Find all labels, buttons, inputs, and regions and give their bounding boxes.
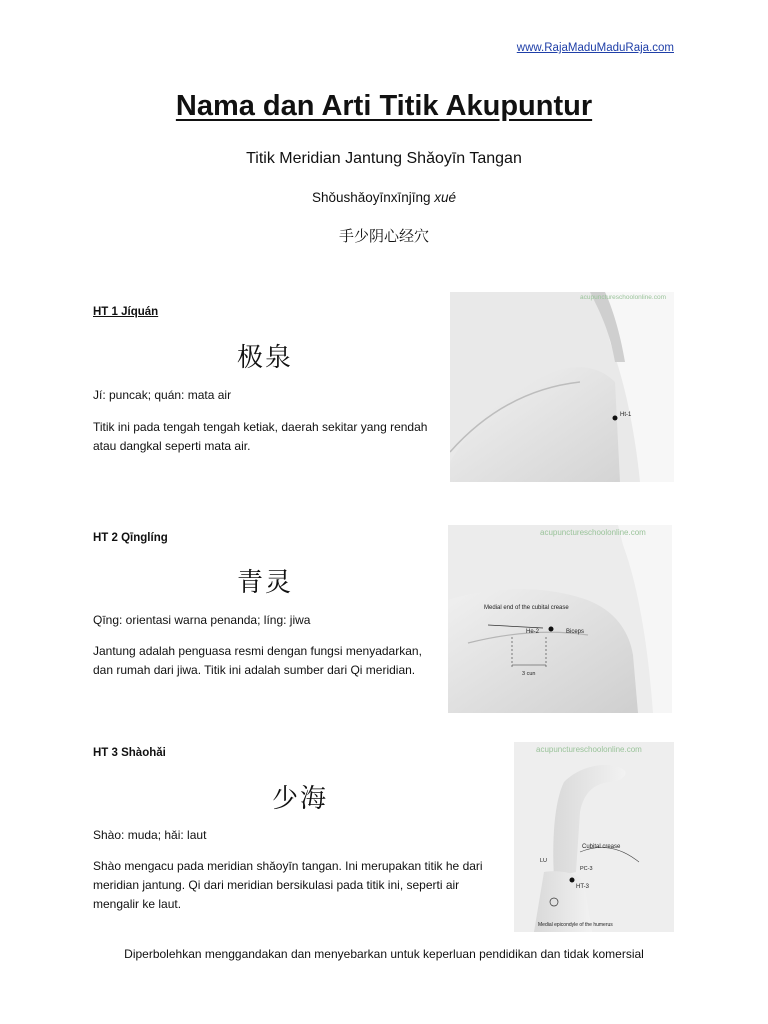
page-title: Nama dan Arti Titik Akupuntur — [175, 90, 593, 122]
ht3-description: Shào mengacu pada meridian shǎoyīn tangan. Ini merupakan titik he dari meridian jantung. Qi dari meridian bersikulasi pada titik ini, seperti air mengalir ke laut. — [93, 859, 483, 911]
ht3-point-label: HT-3 — [576, 884, 590, 890]
ht1-point-label: Ht-1 — [620, 412, 632, 418]
ht1-point-marker — [613, 416, 618, 421]
ht3-figure — [514, 742, 674, 932]
ht3-pc-label: PC-3 — [580, 866, 593, 872]
pinyin-title — [0, 190, 768, 205]
ht1-hanzi: 极泉 — [237, 343, 294, 373]
ht3-hanzi: 少海 — [272, 784, 329, 814]
ht1-description: Titik ini pada tengah tengah ketiak, daerah sekitar yang rendah atau dangkal seperti mata air. — [93, 420, 428, 453]
pinyin-italic: xué — [434, 190, 457, 205]
ht2-meaning: Qīng: orientasi warna penanda; líng: jiwa — [93, 613, 311, 627]
ht3-lu-label: LU — [540, 858, 548, 864]
ht2-heading: HT 2 Qīnglíng — [93, 532, 168, 544]
ht2-arm-illustration — [448, 525, 672, 713]
ht1-meaning: Jí: puncak; quán: mata air — [93, 388, 232, 402]
ht2-point-marker — [549, 627, 554, 632]
ht1-heading: HT 1 Jíquán — [93, 306, 159, 318]
website-link[interactable]: www.RajaMaduMaduRaja.com — [516, 42, 674, 54]
pinyin-regular: Shǒushǎoyīnxīnjīng — [311, 190, 435, 205]
ht3-epicondyle-label: Medial epicondyle of the humerus — [538, 922, 613, 928]
ht2-description: Jantung adalah penguasa resmi dengan fungsi menyadarkan, dan rumah dari jiwa. Titik ini adalah sumber dari Qi meridian. — [93, 644, 422, 677]
ht2-hanzi: 青灵 — [237, 568, 294, 598]
page-subtitle: Titik Meridian Jantung Shǎoyīn Tangan — [246, 150, 522, 167]
ht3-heading: HT 3 Shàohǎi — [93, 747, 166, 759]
ht1-figure — [450, 292, 674, 482]
ht3-crease-label: Cubital crease — [582, 844, 621, 850]
ht2-point-label: He-2 — [526, 629, 540, 635]
ht3-watermark: acupunctureschoolonline.com — [536, 745, 642, 754]
ht2-crease-label: Medial end of the cubital crease — [484, 605, 569, 611]
chinese-title: 手少阴心经穴 — [338, 227, 429, 245]
ht2-figure — [448, 525, 672, 713]
footer-note: Diperbolehkan menggandakan dan menyebarkan untuk keperluan pendidikan dan tidak komersial — [124, 947, 644, 961]
ht3-meaning: Shào: muda; hǎi: laut — [93, 828, 207, 842]
ht3-arm-illustration — [514, 742, 674, 932]
ht2-muscle-label: Biceps — [566, 629, 585, 635]
ht2-watermark: acupunctureschoolonline.com — [540, 528, 646, 537]
ht2-measure-label: 3 cun — [522, 671, 536, 677]
ht1-arm-illustration — [450, 292, 674, 482]
ht3-point-marker — [570, 878, 575, 883]
ht1-watermark: acupunctureschoolonline.com — [580, 294, 666, 301]
